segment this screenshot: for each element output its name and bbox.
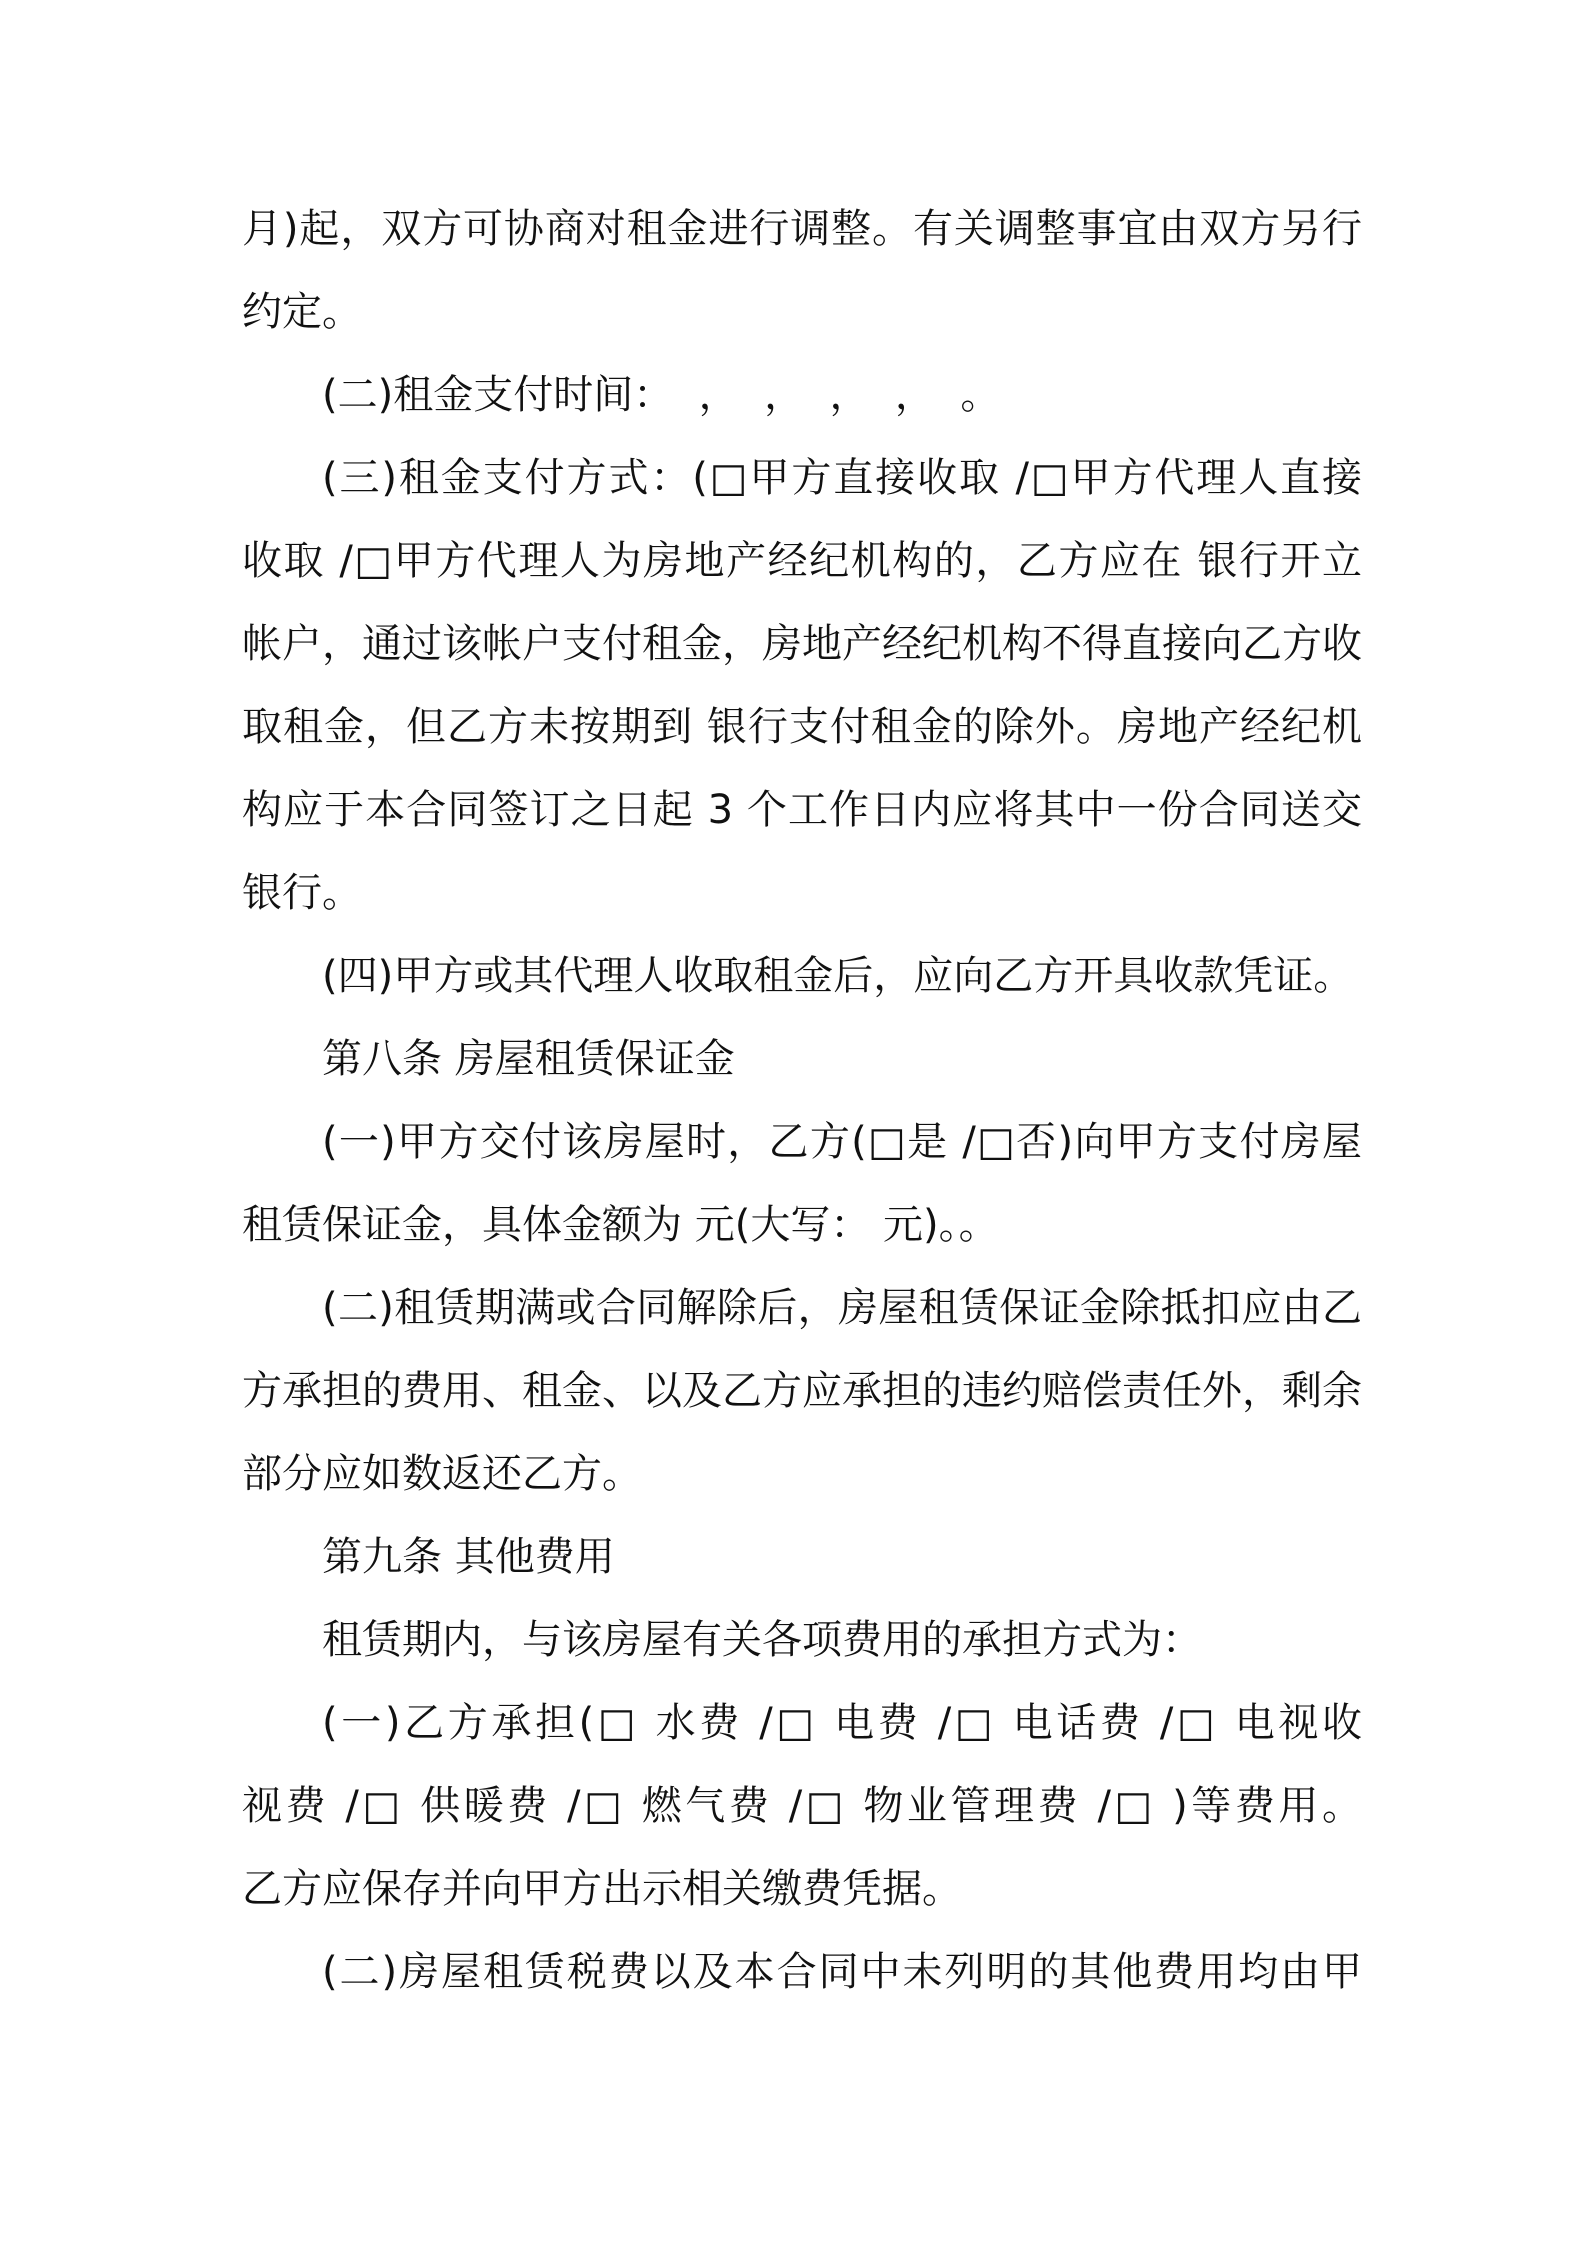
text-line: 乙方应保存并向甲方出示相关缴费凭据。 xyxy=(242,1866,962,1912)
text-line: (一)乙方承担(□ 水费 /□ 电费 /□ 电话费 /□ 电视收 xyxy=(322,1700,1362,1746)
text-line: 部分应如数返还乙方。 xyxy=(242,1451,642,1497)
text-line: 取租金，但乙方未按期到 银行支付租金的除外。房地产经纪机 xyxy=(242,704,1362,750)
text-line: 构应于本合同签订之日起 3 个工作日内应将其中一份合同送交 xyxy=(242,787,1362,833)
text-line: 租赁期内，与该房屋有关各项费用的承担方式为： xyxy=(322,1617,1202,1663)
text-line: (二)房屋租赁税费以及本合同中未列明的其他费用均由甲 xyxy=(322,1949,1362,1995)
text-line: 约定。 xyxy=(242,289,362,335)
section-heading: 第九条 其他费用 xyxy=(322,1534,615,1580)
text-line: 收取 /□甲方代理人为房地产经纪机构的，乙方应在 银行开立 xyxy=(242,538,1362,584)
text-line: (一)甲方交付该房屋时，乙方(□是 /□否)向甲方支付房屋 xyxy=(322,1119,1362,1165)
text-line: (二)租金支付时间： ， ， ， ， 。 xyxy=(322,372,1001,418)
text-line: (三)租金支付方式：(□甲方直接收取 /□甲方代理人直接 xyxy=(322,455,1362,501)
text-line: 帐户，通过该帐户支付租金，房地产经纪机构不得直接向乙方收 xyxy=(242,621,1362,667)
section-heading: 第八条 房屋租赁保证金 xyxy=(322,1036,735,1082)
text-line: 月)起，双方可协商对租金进行调整。有关调整事宜由双方另行 xyxy=(242,206,1362,252)
text-line: (二)租赁期满或合同解除后，房屋租赁保证金除抵扣应由乙 xyxy=(322,1285,1362,1331)
text-line: (四)甲方或其代理人收取租金后，应向乙方开具收款凭证。 xyxy=(322,953,1354,999)
text-line: 租赁保证金，具体金额为 元(大写： 元)。。 xyxy=(242,1202,999,1248)
text-line: 视费 /□ 供暖费 /□ 燃气费 /□ 物业管理费 /□ )等费用。 xyxy=(242,1783,1362,1829)
text-line: 银行。 xyxy=(242,870,362,916)
text-line: 方承担的费用、租金、以及乙方应承担的违约赔偿责任外，剩余 xyxy=(242,1368,1362,1414)
